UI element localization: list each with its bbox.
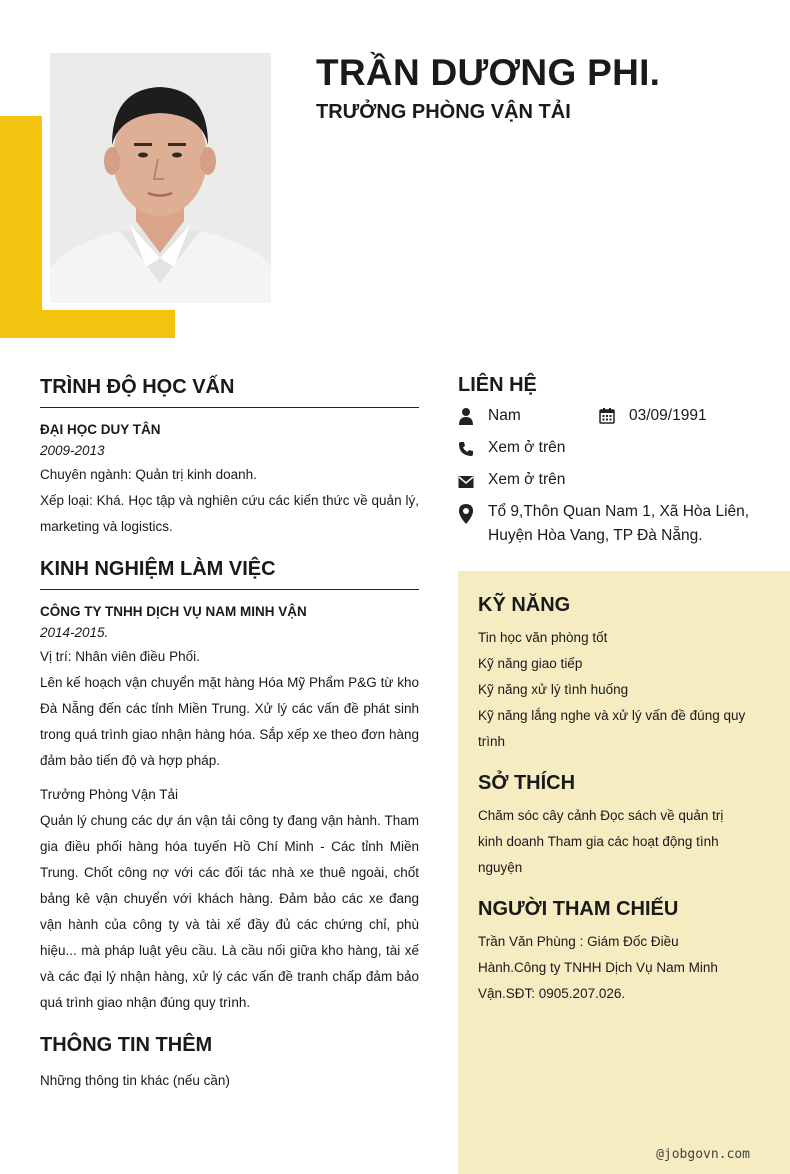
location-pin-icon <box>458 504 474 520</box>
skills-section <box>478 589 768 755</box>
mail-icon <box>458 473 474 489</box>
hobbies-text: Chăm sóc cây cảnh Đọc sách về quản trị kinh doanh Tham gia các hoạt động tình nguyện <box>478 808 724 875</box>
education-section <box>40 372 419 540</box>
additional-title: THÔNG TIN THÊM <box>40 1034 213 1056</box>
additional-section <box>40 1030 419 1094</box>
left-column <box>40 372 419 1094</box>
watermark: @jobgovn.com <box>656 1147 750 1162</box>
profile-photo <box>50 53 271 303</box>
references-title: NGƯỜI THAM CHIẾU <box>478 898 679 920</box>
education-description: Xếp loại: Khá. Học tập và nghiên cứu các kiến thức về quản lý, marketing và logistics. <box>40 493 419 534</box>
side-panel <box>458 571 790 1174</box>
experience-description-1: Lên kế hoạch vận chuyển mặt hàng Hóa Mỹ Phẩm P&G từ kho Đà Nẵng đến các tỉnh Miền Trung. Xử lý các vấn đề phát sinh trong quá trình giao nhận hàng hóa. Sắp xếp xe theo đơn hàng đảm bảo tiến độ và hợp pháp. <box>40 675 419 768</box>
full-name: TRẦN DƯƠNG PHI. <box>316 52 661 93</box>
calendar-icon <box>599 408 615 424</box>
accent-bar-vertical <box>0 116 42 338</box>
additional-text: Những thông tin khác (nếu cần) <box>40 1073 230 1088</box>
experience-title: KINH NGHIỆM LÀM VIỆC <box>40 558 276 580</box>
job-position: TRƯỞNG PHÒNG VẬN TẢI <box>316 101 571 123</box>
contact-phone[interactable]: Xem ở trên <box>488 439 566 456</box>
phone-icon <box>458 441 474 457</box>
contact-title: LIÊN HỆ <box>458 374 537 396</box>
education-major: Chuyên ngành: Quản trị kinh doanh. <box>40 467 257 482</box>
education-title: TRÌNH ĐỘ HỌC VẤN <box>40 376 235 398</box>
skills-title: KỸ NĂNG <box>478 594 571 616</box>
skill-item: Tin học văn phòng tốt <box>478 630 608 645</box>
person-icon <box>458 407 474 423</box>
contact-row-address <box>458 500 758 550</box>
section-divider <box>40 589 419 590</box>
contact-birthday: 03/09/1991 <box>629 407 707 424</box>
contact-email[interactable]: Xem ở trên <box>488 471 566 488</box>
experience-role-2: Trưởng Phòng Vận Tải <box>40 787 178 802</box>
experience-role-1: Vị trí: Nhân viên điều Phối. <box>40 649 200 664</box>
education-period: 2009-2013 <box>40 443 105 458</box>
references-section <box>478 893 768 1007</box>
accent-bar-horizontal <box>0 310 175 338</box>
references-text: Trần Văn Phùng : Giám Đốc Điều Hành.Công ty TNHH Dịch Vụ Nam Minh Vận.SĐT: 0905.207.026. <box>478 934 718 1001</box>
experience-section <box>40 554 419 1016</box>
hobbies-title: SỞ THÍCH <box>478 772 576 794</box>
school-name: ĐẠI HỌC DUY TÂN <box>40 422 161 437</box>
contact-address: Tổ 9,Thôn Quan Nam 1, Xã Hòa Liên, Huyện Hòa Vang, TP Đà Nẵng. <box>488 503 750 544</box>
section-divider <box>40 407 419 408</box>
skill-item: Kỹ năng lắng nghe và xử lý vấn đề đúng quy trình <box>478 708 746 749</box>
contact-row-phone <box>458 436 758 468</box>
skill-item: Kỹ năng giao tiếp <box>478 656 583 671</box>
contact-row-email <box>458 468 758 500</box>
contact-gender: Nam <box>488 407 521 424</box>
contact-section <box>458 370 758 550</box>
experience-description-2: Quản lý chung các dự án vận tải công ty đang vận hành. Tham gia điều phối hàng hóa tuyến Hồ Chí Minh - Các tỉnh Miền Trung. Chốt công nợ với các đối tác nhà xe thuê ngoài, chốt bảng kê vận chuyển với khách hàng. Đảm bảo các xe đang vận hành của công ty và tài xế đầy đủ các chứng chỉ, phù hiệu... mà pháp luật yêu cầu. Là cầu nối giữa kho hàng, tài xế và các đại lý nhận hàng, xử lý các vấn đề tranh chấp đảm bảo quá trình giao nhận đúng quy trình. <box>40 813 419 1010</box>
contact-row-gender <box>458 404 758 436</box>
company-name: CÔNG TY TNHH DỊCH VỤ NAM MINH VẬN <box>40 604 307 619</box>
hobbies-section <box>478 767 768 881</box>
experience-period: 2014-2015. <box>40 625 109 640</box>
skill-item: Kỹ năng xử lý tình huống <box>478 682 629 697</box>
